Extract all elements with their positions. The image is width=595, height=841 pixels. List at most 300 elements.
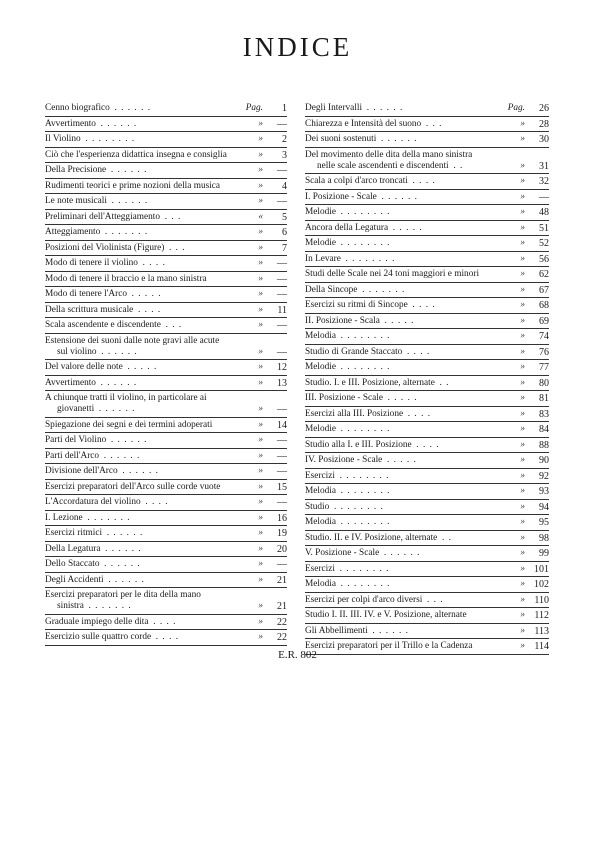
entry-title-line: Parti del Violino bbox=[45, 435, 107, 445]
index-entry bbox=[305, 236, 549, 252]
page-number: — bbox=[277, 497, 287, 508]
page-marker: » bbox=[520, 625, 525, 636]
index-entry bbox=[305, 453, 549, 469]
entry-title bbox=[45, 466, 241, 477]
index-entry bbox=[45, 480, 287, 496]
entry-title bbox=[45, 243, 241, 254]
dot-leader: . . . . . . . bbox=[87, 512, 131, 523]
entry-title bbox=[45, 435, 241, 446]
page-number: 90 bbox=[539, 455, 549, 466]
page-number: — bbox=[277, 435, 287, 446]
entry-title bbox=[305, 285, 503, 296]
entry-title-line: Modo di tenere l'Arco bbox=[45, 289, 127, 299]
entry-title-line: Dei suoni sostenuti bbox=[305, 134, 377, 144]
page-marker: » bbox=[520, 134, 525, 144]
page-marker: » bbox=[520, 191, 525, 202]
index-entry bbox=[45, 194, 287, 210]
index-entry bbox=[45, 272, 287, 288]
entry-title-line: Melodia bbox=[305, 517, 336, 527]
entry-title bbox=[305, 316, 503, 327]
dot-leader: . . . . . . . bbox=[362, 284, 406, 295]
page-number: — bbox=[277, 196, 287, 207]
page-marker: Pag. bbox=[507, 103, 525, 113]
page-number: — bbox=[277, 559, 287, 570]
entry-title bbox=[305, 238, 503, 249]
page-marker: » bbox=[258, 180, 263, 191]
entry-title-line: Della Sincope bbox=[305, 284, 358, 295]
entry-title bbox=[305, 455, 503, 466]
page-number: 68 bbox=[539, 300, 549, 311]
page-marker: Pag. bbox=[245, 103, 263, 113]
page-marker: » bbox=[258, 289, 263, 299]
entry-title-line: I. Lezione bbox=[45, 512, 83, 523]
page-number: 3 bbox=[282, 149, 287, 161]
index-entry bbox=[45, 588, 287, 615]
entry-title bbox=[45, 305, 241, 316]
page-marker: » bbox=[520, 362, 525, 372]
page-marker: » bbox=[520, 207, 525, 217]
page-marker: » bbox=[520, 532, 525, 543]
dot-leader: . . . . . . bbox=[380, 134, 418, 144]
entry-title bbox=[305, 192, 503, 203]
page-number: 26 bbox=[539, 103, 549, 114]
entry-title-line: A chiunque tratti il violino, in particolare ai bbox=[45, 393, 207, 403]
dot-leader: . . . . . . bbox=[108, 574, 145, 585]
dot-leader: . . . . . . bbox=[111, 196, 149, 206]
entry-title-line: Spiegazione dei segni e dei termini adoperati bbox=[45, 419, 213, 430]
page-marker: » bbox=[520, 455, 525, 465]
entry-title-line: Avvertimento bbox=[45, 377, 96, 388]
entry-title bbox=[45, 258, 241, 269]
page-number: 84 bbox=[539, 424, 549, 435]
page-marker: » bbox=[520, 594, 525, 605]
dot-leader: . . . . bbox=[412, 300, 436, 310]
page-marker: » bbox=[520, 486, 525, 496]
dot-leader: . . . . . . bbox=[114, 103, 152, 113]
entry-title bbox=[305, 517, 503, 528]
dot-leader: . . . . . . bbox=[103, 450, 141, 461]
entry-title bbox=[305, 347, 503, 358]
entry-title bbox=[45, 150, 241, 161]
entry-title-line: Posizioni del Violinista (Figure) bbox=[45, 242, 165, 253]
page-marker: » bbox=[258, 497, 263, 507]
page-number: 114 bbox=[534, 641, 549, 652]
index-entry bbox=[45, 573, 287, 589]
dot-leader: . . . . . . bbox=[122, 466, 159, 476]
dot-leader: . . . . . . bbox=[366, 103, 404, 113]
entry-title-line: Divisione dell'Arco bbox=[45, 466, 118, 476]
dot-leader: . . . . . . . . bbox=[340, 207, 391, 217]
index-entry bbox=[305, 298, 549, 314]
entry-title-line: sinistra . . . . . . . bbox=[57, 601, 132, 611]
entry-title-line: Degli Accidenti bbox=[45, 574, 104, 585]
entry-title bbox=[45, 289, 241, 300]
index-entry bbox=[45, 542, 287, 558]
page-marker: » bbox=[520, 284, 525, 295]
entry-title bbox=[305, 486, 503, 497]
page-number: — bbox=[277, 165, 287, 176]
entry-title-line: Studio. II. e IV. Posizione, alternate bbox=[305, 532, 438, 543]
entry-title bbox=[305, 300, 503, 311]
index-column-right bbox=[305, 101, 549, 655]
page-marker: » bbox=[258, 258, 263, 268]
page-number: 51 bbox=[539, 222, 549, 234]
entry-title bbox=[305, 393, 503, 404]
index-entry bbox=[305, 593, 549, 609]
page-number: 112 bbox=[534, 610, 549, 621]
page-marker: » bbox=[258, 362, 263, 372]
entry-title-line: Esercizi bbox=[305, 563, 335, 574]
page-number: — bbox=[539, 191, 549, 203]
index-entry bbox=[305, 562, 549, 578]
index-entry bbox=[305, 117, 549, 133]
page-marker: » bbox=[520, 315, 525, 326]
index-entry bbox=[45, 557, 287, 573]
page-number: 28 bbox=[539, 118, 549, 130]
page-number: — bbox=[277, 118, 287, 130]
dot-leader: . . . . . . . . bbox=[340, 238, 391, 248]
entry-title-line: III. Posizione - Scale bbox=[305, 393, 383, 403]
entry-title-line: Esercizi su ritmi di Sincope bbox=[305, 300, 408, 310]
page-marker: » bbox=[258, 601, 263, 611]
page-number: 1 bbox=[282, 103, 287, 114]
page-number: 76 bbox=[539, 346, 549, 358]
dot-leader: . . . . . . bbox=[381, 191, 419, 202]
entry-title bbox=[45, 336, 241, 358]
dot-leader: . . . . . . . . bbox=[340, 362, 391, 372]
index-entry bbox=[45, 418, 287, 434]
entry-title bbox=[305, 595, 503, 606]
entry-title bbox=[305, 134, 503, 145]
page-number: 31 bbox=[539, 160, 549, 172]
index-entry bbox=[305, 267, 549, 283]
entry-title-line: Esercizi bbox=[305, 470, 335, 481]
entry-title-line: nelle scale ascendenti e discendenti . . bbox=[317, 160, 464, 171]
dot-leader: . . . . bbox=[416, 439, 440, 450]
index-entry bbox=[305, 391, 549, 407]
page-number: 62 bbox=[539, 269, 549, 280]
page-number: 19 bbox=[277, 528, 287, 539]
index-entry bbox=[305, 148, 549, 175]
entry-title bbox=[45, 590, 241, 612]
page-number: 88 bbox=[539, 439, 549, 451]
entry-title-line: Studio. I. e III. Posizione, alternate bbox=[305, 377, 435, 388]
index-entry bbox=[305, 469, 549, 485]
dot-leader: . . . . . . bbox=[105, 543, 142, 554]
dot-leader: . . . . . . . . bbox=[340, 579, 391, 589]
dot-leader: . . . bbox=[164, 211, 182, 222]
index-entry bbox=[45, 132, 287, 148]
entry-title-line: Melodia bbox=[305, 331, 336, 341]
entry-title-line: Melodie bbox=[305, 362, 336, 372]
page-marker: « bbox=[258, 211, 263, 222]
page-marker: » bbox=[258, 377, 263, 388]
entry-title-line: Atteggiamento bbox=[45, 227, 101, 237]
page-number: 95 bbox=[539, 517, 549, 528]
entry-title-line: V. Posizione - Scale bbox=[305, 548, 380, 558]
entry-title bbox=[45, 482, 241, 493]
page-number: 102 bbox=[534, 579, 549, 590]
entry-title bbox=[305, 409, 503, 420]
index-entry bbox=[305, 422, 549, 438]
page-marker: » bbox=[258, 481, 263, 492]
index-entry bbox=[305, 515, 549, 531]
page-marker: » bbox=[258, 574, 263, 585]
page-marker: » bbox=[258, 242, 263, 253]
dot-leader: . . . . . . bbox=[106, 528, 144, 538]
page-marker: » bbox=[520, 377, 525, 388]
dot-leader: . . . . . bbox=[127, 362, 158, 372]
entry-title-line: Modo di tenere il violino bbox=[45, 258, 138, 268]
entry-title-line: Esercizi preparatori dell'Arco sulle corde vuote bbox=[45, 481, 221, 492]
dot-leader: . . . . . . . . bbox=[85, 134, 136, 144]
index-entry bbox=[45, 433, 287, 449]
entry-title-line: Chiarezza e Intensità del suono bbox=[305, 118, 422, 129]
page-number: 69 bbox=[539, 315, 549, 327]
page-number: 22 bbox=[277, 632, 287, 643]
page-marker: » bbox=[258, 320, 263, 330]
entry-title bbox=[305, 176, 503, 187]
entry-title bbox=[45, 320, 241, 331]
page-marker: » bbox=[520, 641, 525, 651]
dot-leader: . . . . bbox=[155, 632, 180, 642]
index-entry bbox=[45, 391, 287, 418]
page-marker: » bbox=[258, 346, 263, 357]
entry-title bbox=[45, 497, 241, 508]
entry-title bbox=[45, 451, 241, 462]
page-number: 30 bbox=[539, 134, 549, 145]
entry-title-line: Della Precisione bbox=[45, 165, 107, 175]
index-entry bbox=[305, 500, 549, 516]
dot-leader: . . . . . . bbox=[98, 404, 136, 414]
entry-title bbox=[45, 513, 241, 524]
page-number: 93 bbox=[539, 486, 549, 497]
entry-title bbox=[45, 617, 241, 628]
entry-title bbox=[305, 533, 503, 544]
index-entry bbox=[45, 511, 287, 527]
entry-title-line: Gli Abbellimenti bbox=[305, 625, 368, 636]
index-entry bbox=[305, 314, 549, 330]
page-marker: » bbox=[258, 435, 263, 445]
page-number: 14 bbox=[277, 419, 287, 431]
entry-title-line: Del valore delle note bbox=[45, 362, 123, 372]
entry-title-line: Melodie bbox=[305, 207, 336, 217]
index-entry bbox=[45, 615, 287, 631]
entry-title bbox=[305, 119, 503, 130]
entry-title-line: Melodie bbox=[305, 424, 336, 434]
dot-leader: . . . . . . bbox=[372, 625, 409, 636]
entry-title-line: Estensione dei suoni dalle note gravi alle acute bbox=[45, 335, 220, 346]
index-entry bbox=[45, 526, 287, 542]
page-marker: » bbox=[258, 196, 263, 206]
entry-title-line: Le note musicali bbox=[45, 196, 107, 206]
page-number: 4 bbox=[282, 180, 287, 192]
index-entry bbox=[45, 449, 287, 465]
catalog-number: E.R. 802 bbox=[278, 649, 317, 661]
entry-title bbox=[45, 378, 241, 389]
entry-title-line: Avvertimento bbox=[45, 118, 96, 129]
entry-title-line: Esercizi ritmici bbox=[45, 528, 103, 538]
dot-leader: . . . . . . . . bbox=[345, 253, 396, 264]
index-entry bbox=[305, 546, 549, 562]
index-entry bbox=[305, 132, 549, 148]
index-entry bbox=[45, 179, 287, 195]
page-number: 77 bbox=[539, 362, 549, 373]
dot-leader: . . . bbox=[165, 320, 183, 330]
page-number: 81 bbox=[539, 393, 549, 404]
entry-title bbox=[45, 420, 241, 431]
index-entry bbox=[305, 221, 549, 237]
entry-title bbox=[305, 362, 503, 373]
page-number: — bbox=[277, 320, 287, 331]
index-entry bbox=[305, 283, 549, 299]
dot-leader: . . . . bbox=[142, 258, 166, 268]
page-marker: » bbox=[258, 616, 263, 627]
page-number: — bbox=[277, 289, 287, 300]
page-number: 94 bbox=[539, 501, 549, 513]
page-number: 52 bbox=[539, 238, 549, 249]
entry-title bbox=[45, 575, 241, 586]
entry-title-line: IV. Posizione - Scale bbox=[305, 455, 383, 465]
dot-leader: . . . . . . . . bbox=[340, 331, 391, 341]
dot-leader: . . . . . bbox=[387, 393, 418, 403]
dot-leader: . . . . . . . . bbox=[339, 470, 390, 481]
entry-title-line: Studio I. II. III. IV. e V. Posizione, alternate bbox=[305, 610, 467, 620]
entry-title-line: giovanetti . . . . . . bbox=[57, 404, 136, 414]
entry-title-line: Parti dell'Arco bbox=[45, 450, 100, 461]
page-marker: » bbox=[520, 408, 525, 419]
page-number: 15 bbox=[277, 481, 287, 493]
page-marker: » bbox=[258, 559, 263, 569]
page-marker: » bbox=[258, 466, 263, 476]
entry-title-line: Del movimento delle dita della mano sinistra bbox=[305, 149, 473, 160]
index-entry bbox=[305, 438, 549, 454]
entry-title-line: Esercizio sulle quattro corde bbox=[45, 632, 152, 642]
page-title: INDICE bbox=[242, 32, 353, 62]
page-marker: » bbox=[520, 269, 525, 279]
page-number: — bbox=[277, 273, 287, 285]
entry-title bbox=[305, 424, 503, 435]
index-entry bbox=[305, 531, 549, 547]
page-marker: » bbox=[258, 404, 263, 414]
entry-title bbox=[45, 212, 241, 223]
page-number: 11 bbox=[277, 304, 287, 316]
page-number: 113 bbox=[534, 625, 549, 637]
page-number: 5 bbox=[282, 211, 287, 223]
index-entry bbox=[45, 163, 287, 179]
index-entry bbox=[305, 407, 549, 423]
index-entry bbox=[305, 484, 549, 500]
entry-title bbox=[305, 471, 503, 482]
entry-title bbox=[45, 227, 241, 238]
dot-leader: . . . . . . . . bbox=[340, 517, 391, 527]
dot-leader: . . . . bbox=[407, 346, 431, 357]
page-marker: » bbox=[258, 149, 263, 160]
entry-title-line: Studio bbox=[305, 501, 330, 512]
page-number: 80 bbox=[539, 377, 549, 389]
entry-title-line: Studi delle Scale nei 24 toni maggiori e minori bbox=[305, 269, 480, 279]
dot-leader: . . . . . . bbox=[100, 377, 138, 388]
dot-leader: . . . . . . bbox=[104, 559, 141, 569]
entry-title-line: Esercizi per colpi d'arco diversi bbox=[305, 594, 423, 605]
entry-title bbox=[305, 610, 503, 621]
entry-title bbox=[45, 103, 241, 114]
page-number: 21 bbox=[277, 574, 287, 586]
page-number: 74 bbox=[539, 331, 549, 342]
entry-title bbox=[305, 378, 503, 389]
entry-title bbox=[305, 331, 503, 342]
page-number: 6 bbox=[282, 227, 287, 238]
entry-title bbox=[305, 564, 503, 575]
entry-title bbox=[305, 269, 503, 280]
index-entry bbox=[45, 318, 287, 334]
entry-title bbox=[45, 196, 241, 207]
page-marker: » bbox=[520, 424, 525, 434]
dot-leader: . . bbox=[439, 377, 450, 388]
entry-title-line: Esercizi alla III. Posizione bbox=[305, 408, 404, 419]
entry-title bbox=[45, 362, 241, 373]
entry-title-line: Esercizi preparatori per il Trillo e la Cadenza bbox=[305, 641, 473, 651]
index-entry bbox=[45, 101, 287, 117]
index-entry bbox=[305, 608, 549, 624]
dot-leader: . . . . . . bbox=[110, 435, 148, 445]
page-marker: » bbox=[520, 160, 525, 171]
entry-title bbox=[45, 274, 241, 285]
entry-title bbox=[305, 579, 503, 590]
dot-leader: . . . bbox=[169, 242, 186, 253]
page-marker: » bbox=[520, 176, 525, 186]
dot-leader: . . . bbox=[425, 118, 443, 129]
page-marker: » bbox=[520, 548, 525, 558]
dot-leader: . . . . . . bbox=[101, 346, 138, 357]
index-entry bbox=[45, 210, 287, 226]
entry-title bbox=[305, 103, 503, 114]
entry-title-line: Preliminari dell'Atteggiamento bbox=[45, 211, 161, 222]
index-entry bbox=[305, 174, 549, 190]
entry-title-line: L'Accordatura del violino bbox=[45, 497, 141, 507]
index-entry bbox=[305, 252, 549, 268]
page-marker: » bbox=[520, 610, 525, 620]
page-number: 7 bbox=[282, 242, 287, 254]
page-number: 21 bbox=[277, 601, 287, 612]
page-number: — bbox=[277, 346, 287, 358]
entry-title bbox=[305, 150, 503, 172]
entry-title bbox=[305, 626, 503, 637]
entry-title bbox=[45, 119, 241, 130]
index-entry bbox=[305, 190, 549, 206]
index-entry bbox=[45, 495, 287, 511]
index-entry bbox=[45, 630, 287, 646]
dot-leader: . . . . . . . . bbox=[339, 563, 390, 574]
page-marker: » bbox=[520, 439, 525, 450]
dot-leader: . . . bbox=[426, 594, 444, 605]
page-number: 101 bbox=[534, 563, 549, 575]
entry-title bbox=[45, 528, 241, 539]
entry-title-line: Esercizi preparatori per le dita della mano bbox=[45, 590, 201, 600]
entry-title bbox=[305, 207, 503, 218]
entry-title-line: Graduale impiego delle dita bbox=[45, 616, 149, 627]
page-number: 56 bbox=[539, 253, 549, 265]
entry-title bbox=[305, 502, 503, 513]
entry-title-line: Melodie bbox=[305, 238, 336, 248]
page-number: 2 bbox=[282, 134, 287, 145]
entry-title-line: Studio alla I. e III. Posizione bbox=[305, 439, 412, 450]
page-number: 16 bbox=[277, 512, 287, 524]
index-entry bbox=[45, 464, 287, 480]
dot-leader: . . . . . . . bbox=[104, 227, 149, 237]
dot-leader: . . . . . . . . bbox=[340, 486, 391, 496]
page-number: — bbox=[277, 404, 287, 415]
